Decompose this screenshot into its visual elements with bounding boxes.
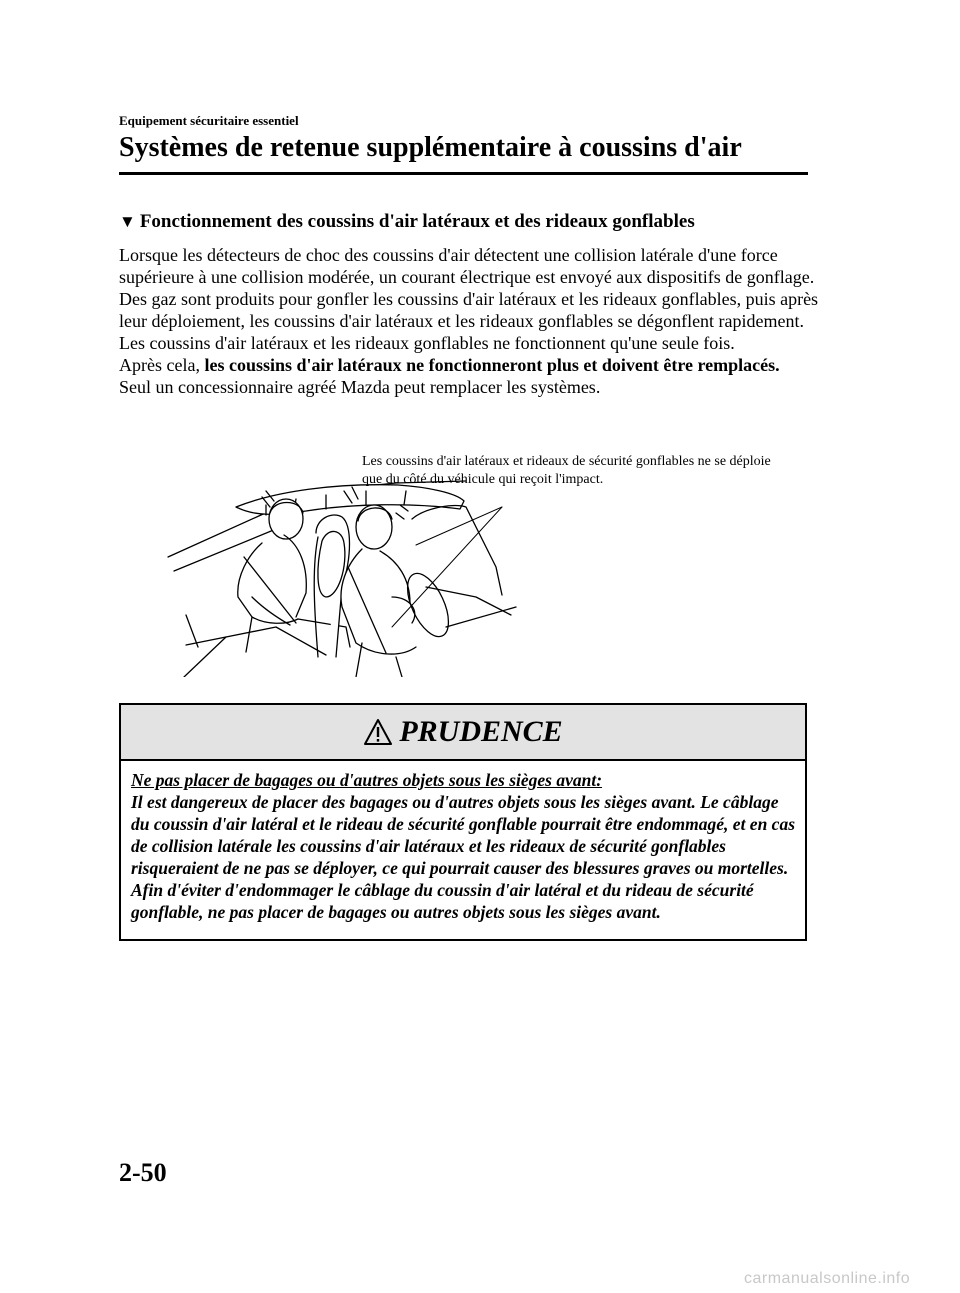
paragraph-1: Lorsque les détecteurs de choc des coussins d'air détectent une collision latérale d'une force supérieure à une collision modérée, un courant électrique est envoyé aux dispositifs de gonflage. (119, 245, 815, 287)
caution-title: PRUDENCE (399, 715, 563, 748)
caution-box (119, 703, 807, 941)
caution-body (121, 761, 805, 923)
paragraph-5: Seul un concessionnaire agréé Mazda peut remplacer les systèmes. (119, 377, 601, 397)
caution-header (121, 705, 805, 761)
figure-caption: Les coussins d'air latéraux et rideaux de sécurité gonflables ne se déploie que du côté du véhicule qui reçoit l'impact. (362, 454, 771, 487)
page-title: Systèmes de retenue supplémentaire à coussins d'air (119, 132, 742, 163)
caution-text: Il est dangereux de placer des bagages ou d'autres objets sous les sièges avant. Le câblage du coussin d'air latéral et le rideau de sécurité gonflable pourrait être endommagé, et en cas de collision latérale les coussins d'air latéraux et les rideaux de sécurité gonflables risqueraient de ne pas se déployer, ce qui pourrait causer des blessures graves ou mortelles. Afin d'éviter d'endommager le câblage du coussin d'air latéral et du rideau de sécurité gonflable, ne pas placer de bagages ou autres objets sous les sièges avant. (131, 792, 796, 922)
paragraph-4-prefix: Après cela, (119, 355, 205, 375)
page-number: 2-50 (119, 1158, 167, 1187)
subsection-heading-text: Fonctionnement des coussins d'air latéraux et des rideaux gonflables (139, 211, 695, 232)
subsection-heading (119, 211, 695, 233)
section-label: Equipement sécuritaire essentiel (119, 113, 299, 128)
paragraph-4-emphasis: les coussins d'air latéraux ne fonctionneront plus et doivent être remplacés. (204, 355, 780, 375)
title-rule (119, 172, 808, 175)
paragraph-2: Des gaz sont produits pour gonfler les coussins d'air latéraux et les rideaux gonflables, puis après leur déploiement, les coussins d'air latéraux et les rideaux gonflables se dégonflent rapidement. (119, 289, 819, 331)
paragraph-3: Les coussins d'air latéraux et les rideaux gonflables ne fonctionnent qu'une seule fois. (119, 333, 735, 353)
triangle-marker-icon: ▼ (119, 212, 136, 231)
body-text (119, 244, 819, 398)
paragraph-4 (119, 354, 819, 376)
warning-triangle-icon (363, 718, 393, 746)
caution-subtitle: Ne pas placer de bagages ou d'autres objets sous les sièges avant: (131, 770, 603, 790)
watermark: carmanualsonline.info (744, 1270, 911, 1287)
